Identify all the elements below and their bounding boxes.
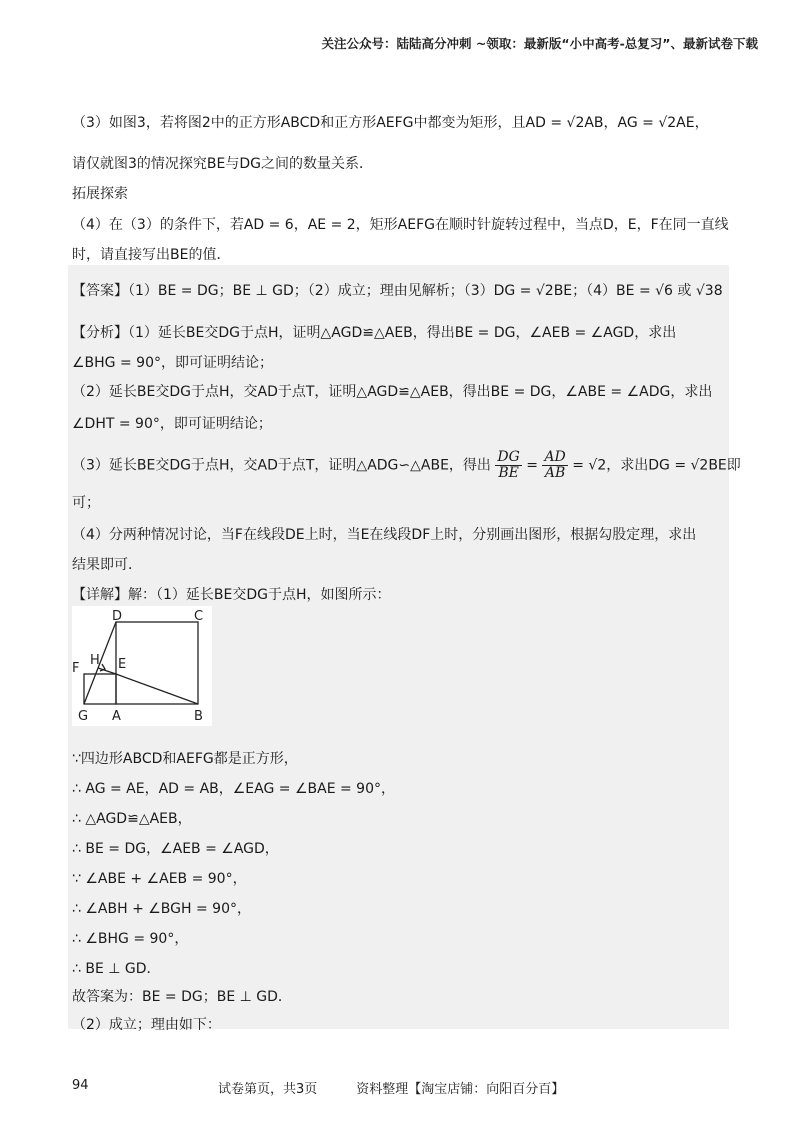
- analysis-3: （3）延长BE交DG于点H，交AD于点T，证明△ADG∽△ABE，得出 $\frac{DG}{BE}$ = $\frac{AD}{AB}$ = √2，求出DG = √2BE即: [72, 449, 741, 481]
- detail-title: 【详解】解：（1）延长BE交DG于点H，如图所示：: [72, 587, 391, 603]
- answer-line: 【答案】（1）BE = DG；BE ⊥ GD；（2）成立；理由见解析；（3）DG = √2BE；（4）BE = √6 或 √38: [72, 283, 723, 299]
- question-3-line-2: 请仅就图3的情况探究BE与DG之间的数量关系．: [72, 156, 373, 172]
- square-abcd: [116, 622, 198, 704]
- step-7: ∴ ∠BHG = 90°，: [72, 931, 189, 947]
- label-f: F: [72, 661, 80, 676]
- page-number: 94: [72, 1078, 89, 1093]
- square-aefg: [84, 674, 116, 704]
- step-4: ∴ BE = DG，∠AEB = ∠AGD，: [72, 841, 279, 857]
- fraction-ad-ab: $\frac{AD}{AB}$: [544, 449, 566, 481]
- label-h: H: [90, 653, 100, 668]
- label-a: A: [112, 709, 121, 724]
- fraction-dg-be: $\frac{DG}{BE}$: [497, 449, 520, 481]
- step-3: ∴ △AGD≌△AEB，: [72, 811, 192, 827]
- segment-eb: [116, 674, 198, 704]
- square-diagram: [72, 606, 212, 726]
- step-8: ∴ BE ⊥ GD．: [72, 961, 161, 977]
- analysis-1: 【分析】（1）延长BE交DG于点H，证明△AGD≌△AEB，得出BE = DG，∠AEB = ∠AGD，求出: [72, 325, 677, 341]
- label-c: C: [194, 609, 204, 624]
- question-3-line-1: （3）如图3，若将图2中的正方形ABCD和正方形AEFG中都变为矩形，且AD = √2AB，AG = √2AE，: [72, 115, 709, 131]
- step-9: 故答案为：BE = DG；BE ⊥ GD．: [72, 989, 292, 1005]
- step-2: ∴ AG = AE，AD = AB，∠EAG = ∠BAE = 90°，: [72, 781, 395, 797]
- extend-explore-title: 拓展探索: [72, 186, 128, 202]
- step-10: （2）成立；理由如下：: [72, 1017, 221, 1033]
- segment-gd: [84, 622, 116, 704]
- step-6: ∴ ∠ABH + ∠BGH = 90°，: [72, 901, 251, 917]
- analysis-3-post: = √2，求出DG = √2BE即: [572, 457, 741, 474]
- question-4-line-2: 时，请直接写出BE的值．: [72, 247, 231, 263]
- question-4-line-1: （4）在（3）的条件下，若AD = 6，AE = 2，矩形AEFG在顺时针旋转过程中，当点D，E，F在同一直线: [72, 217, 729, 233]
- geometry-figure: [72, 606, 212, 726]
- label-e: E: [118, 657, 127, 672]
- label-d: D: [112, 609, 123, 624]
- page-header: 关注公众号：陆陆高分冲刺 ~领取：最新版“小中高考-总复习”、最新试卷下载: [321, 36, 758, 51]
- analysis-4b: 结果即可．: [72, 557, 142, 573]
- step-1: ∵四边形ABCD和AEFG都是正方形，: [72, 751, 298, 767]
- analysis-2b: ∠DHT = 90°，即可证明结论；: [72, 416, 272, 432]
- analysis-1b: ∠BHG = 90°，即可证明结论；: [72, 355, 273, 371]
- analysis-2: （2）延长BE交DG于点H，交AD于点T，证明△AGD≌△AEB，得出BE = DG，∠ABE = ∠ADG，求出: [72, 384, 713, 400]
- right-angle-mark: [100, 664, 105, 671]
- page-footer: 试卷第页，共3页 资料整理【淘宝店铺：向阳百分百】: [218, 1082, 565, 1097]
- step-5: ∵ ∠ABE + ∠AEB = 90°，: [72, 871, 247, 887]
- analysis-3b: 可；: [72, 495, 100, 511]
- label-g: G: [78, 709, 89, 724]
- analysis-3-pre: （3）延长BE交DG于点H，交AD于点T，证明△ADG∽△ABE，得出: [72, 457, 491, 474]
- label-b: B: [194, 709, 203, 724]
- analysis-4: （4）分两种情况讨论，当F在线段DE上时，当E在线段DF上时，分别画出图形，根据勾股定理，求出: [72, 527, 697, 543]
